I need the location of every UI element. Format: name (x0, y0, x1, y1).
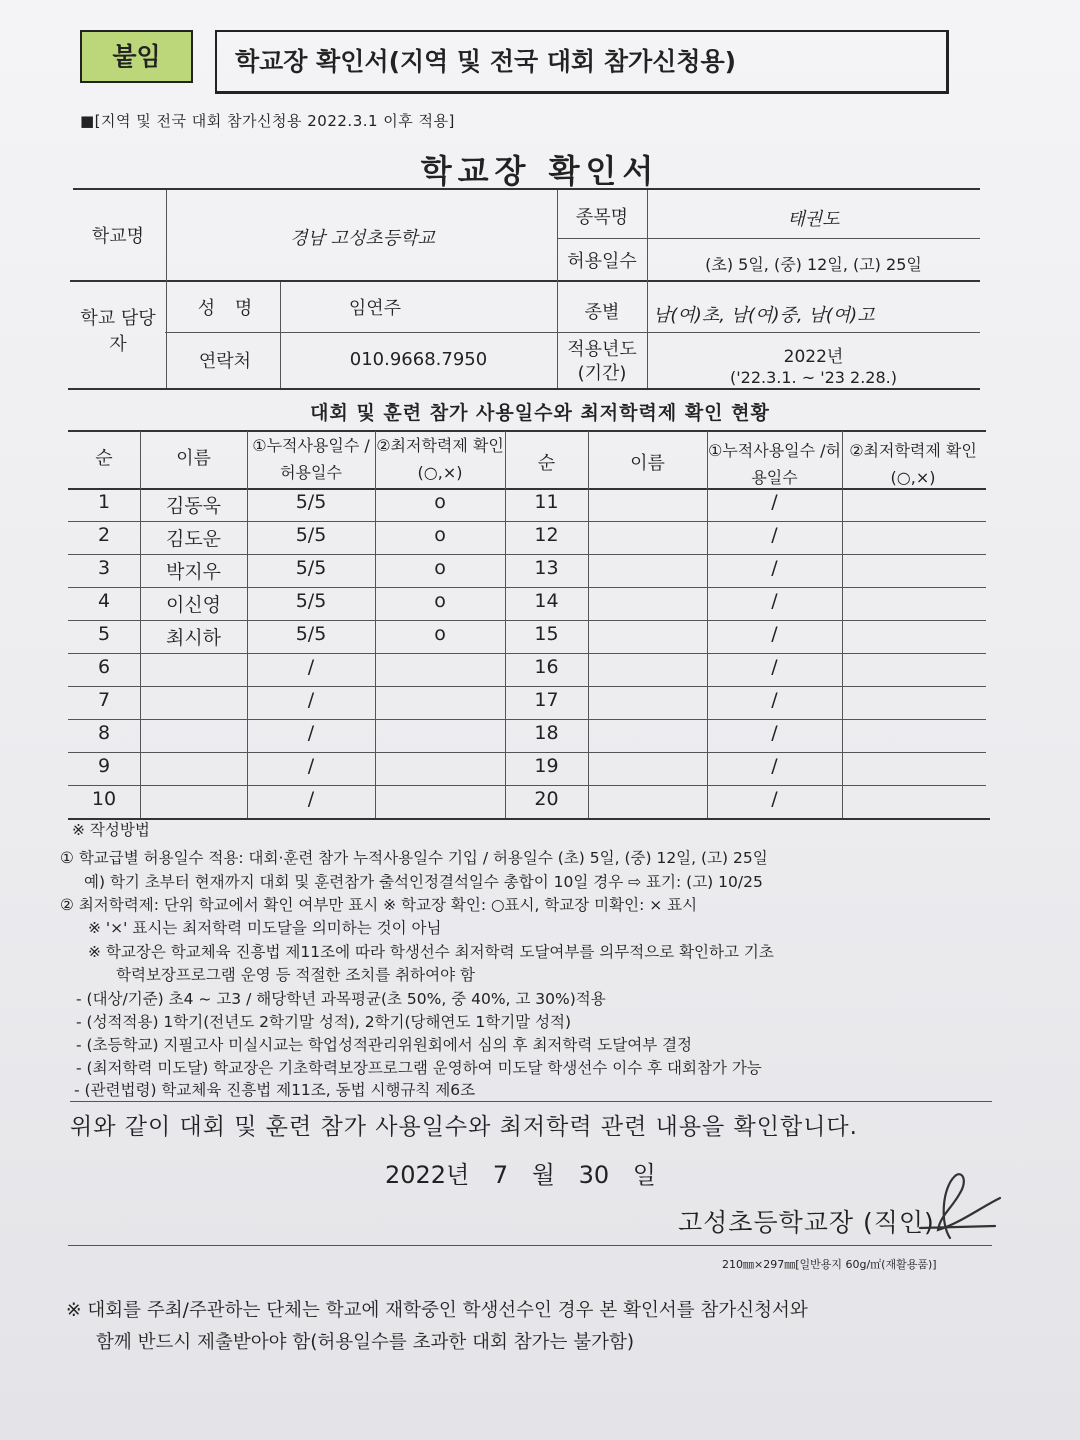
table-cell-days: / (771, 722, 778, 744)
allowed-days-label: 허용일수 (567, 251, 637, 272)
table-cell-num: 2 (97, 524, 111, 546)
col-num-header-right: 순 (537, 453, 556, 474)
apply-period-value: ('22.3.1. ~ '23 2.28.) (730, 368, 897, 387)
table-cell-num: 9 (97, 755, 111, 777)
method-line-3: ② 최저학력제: 단위 학교에서 확인 여부만 표시 ※ 학교장 확인: ○표시, 학교장 미확인: × 표시 (60, 896, 698, 914)
event-label: 종목명 (575, 207, 629, 228)
col-min-academic-header-right: ②최저학력제 확인(○,×) (849, 441, 977, 487)
table-cell-days: 5/5 (295, 524, 327, 546)
method-line-8: - (성적적용) 1학기(전년도 2학기말 성적), 2학기(당해연도 1학기말 성적) (76, 1013, 572, 1031)
table-cell-num: 14 (534, 590, 559, 612)
contact-label: 연락처 (198, 351, 252, 372)
school-name-label: 학교명 (91, 226, 145, 247)
col-name-header: 이름 (176, 448, 211, 469)
col-days-header: ①누적사용일수 /허용일수 (252, 436, 370, 482)
table-cell-days: / (307, 689, 315, 711)
table-cell-days: / (771, 788, 778, 810)
table-cell-days: / (307, 755, 315, 777)
paper-spec: 210㎜×297㎜[일반용지 60g/㎡(재활용품)] (722, 1258, 937, 1271)
method-line-9: - (초등학교) 지필고사 미실시교는 학업성적관리위원회에서 심의 후 최저학력 도달여부 결정 (76, 1036, 693, 1054)
method-line-6: 학력보장프로그램 운영 등 적절한 조치를 취하여야 함 (116, 966, 475, 984)
bottom-note-line-2: 함께 반드시 제출받아야 함(허용일수를 초과한 대회 참가는 불가함) (96, 1332, 635, 1353)
table-cell-days: 5/5 (295, 623, 327, 645)
table-cell-name: 이신영 (165, 594, 222, 616)
table-cell-num: 20 (534, 788, 559, 810)
table-cell-num: 18 (534, 722, 559, 744)
col-name-header-right: 이름 (630, 453, 665, 474)
col-num-header: 순 (95, 448, 113, 469)
table-cell-num: 7 (97, 689, 111, 711)
method-title: ※ 작성방법 (72, 821, 150, 839)
section-title: 대회 및 훈련 참가 사용일수와 최저학력제 확인 현황 (310, 402, 770, 424)
issue-date: 2022년 7 월 30 일 (385, 1161, 656, 1189)
table-cell-name: 김동욱 (165, 495, 222, 517)
method-line-2: 예) 학기 초부터 현재까지 대회 및 훈련참가 출석인정결석일수 총합이 10일 경우 ⇨ 표기: (고) 10/25 (84, 873, 763, 891)
table-cell-check: o (434, 623, 446, 645)
table-cell-check: o (434, 557, 446, 579)
col-min-academic-header: ②최저학력제 확인(○,×) (376, 436, 504, 482)
table-cell-num: 8 (97, 722, 111, 744)
table-cell-days: / (771, 755, 778, 777)
method-line-5: ※ 학교장은 학교체육 진흥법 제11조에 따라 학생선수 최저학력 도달여부를 의무적으로 확인하고 기초 (88, 943, 774, 961)
table-cell-days: / (307, 656, 315, 678)
header-title: 학교장 확인서(지역 및 전국 대회 참가신청용) (215, 30, 949, 94)
table-cell-days: 5/5 (295, 557, 327, 579)
table-cell-num: 5 (97, 623, 111, 645)
allowed-days-value: (초) 5일, (중) 12일, (고) 25일 (705, 255, 922, 274)
table-cell-days: / (771, 656, 778, 678)
table-cell-days: 5/5 (295, 590, 327, 612)
table-cell-num: 12 (534, 524, 559, 546)
staff-name-label: 성 명 (197, 298, 253, 319)
table-cell-name: 최시하 (165, 627, 222, 649)
document-title: 학교장 확인서 (420, 152, 660, 190)
table-cell-num: 16 (534, 656, 559, 678)
table-cell-days: / (771, 623, 778, 645)
apply-year-value: 2022년 (783, 347, 844, 367)
handwritten-signature (900, 1168, 1010, 1248)
event-value: 태권도 (787, 209, 840, 230)
table-cell-num: 19 (534, 755, 559, 777)
table-cell-num: 17 (534, 689, 559, 711)
table-cell-name: 박지우 (165, 561, 222, 583)
method-line-11: - (관련법령) 학교체육 진흥법 제11조, 동법 시행규칙 제6조 (74, 1081, 476, 1099)
table-cell-num: 1 (97, 491, 111, 513)
contact-value: 010.9668.7950 (349, 349, 488, 370)
table-cell-days: / (771, 557, 778, 579)
apply-year-label: 적용년도 (기간) (567, 339, 637, 384)
table-cell-num: 6 (97, 656, 111, 678)
table-cell-check: o (434, 524, 446, 546)
method-line-1: ① 학교급별 허용일수 적용: 대회·훈련 참가 누적사용일수 기입 / 허용일수 (초) 5일, (중) 12일, (고) 25일 (60, 849, 768, 867)
table-cell-num: 3 (97, 557, 111, 579)
gender-value: 남(여)초, 남(여)중, 남(여)고 (653, 305, 875, 326)
method-line-4: ※ '×' 표시는 최저학력 미도달을 의미하는 것이 아님 (88, 919, 442, 937)
table-cell-name: 김도운 (165, 528, 222, 550)
attachment-tag: 붙임 (80, 30, 193, 83)
confirmation-statement: 위와 같이 대회 및 훈련 참가 사용일수와 최저학력 관련 내용을 확인합니다. (70, 1114, 858, 1140)
table-cell-num: 15 (534, 623, 559, 645)
bottom-note-line-1: ※ 대회를 주최/주관하는 단체는 학교에 재학중인 학생선수인 경우 본 확인서를 참가신청서와 (66, 1300, 808, 1321)
staff-name-value: 임연주 (348, 298, 402, 319)
school-staff-label: 학교 담당자 (80, 308, 156, 355)
method-line-10: - (최저학력 미도달) 학교장은 기초학력보장프로그램 운영하여 미도달 학생선수 이수 후 대회참가 가능 (76, 1059, 762, 1077)
table-cell-check: o (434, 590, 446, 612)
table-cell-num: 10 (91, 788, 117, 810)
gender-label: 종별 (584, 302, 620, 323)
principal-signature-line: 고성초등학교장 (직인) (678, 1208, 935, 1237)
table-cell-num: 4 (97, 590, 111, 612)
col-days-header-right: ①누적사용일수 /허용일수 (707, 441, 841, 487)
table-cell-check: o (434, 491, 446, 513)
table-cell-days: / (771, 689, 778, 711)
method-line-7: - (대상/기준) 초4 ~ 고3 / 해당학년 과목평균(초 50%, 중 40%, 고 30%)적용 (76, 990, 606, 1008)
table-cell-num: 11 (534, 491, 559, 513)
table-cell-days: / (307, 722, 315, 744)
table-cell-days: 5/5 (295, 491, 327, 513)
form-usage-note: ■[지역 및 전국 대회 참가신청용 2022.3.1 이후 적용] (80, 112, 455, 130)
table-cell-days: / (771, 491, 778, 513)
school-name-value: 경남 고성초등학교 (290, 228, 435, 249)
table-cell-days: / (307, 788, 315, 810)
table-cell-days: / (771, 590, 778, 612)
table-cell-num: 13 (534, 557, 559, 579)
table-cell-days: / (771, 524, 778, 546)
